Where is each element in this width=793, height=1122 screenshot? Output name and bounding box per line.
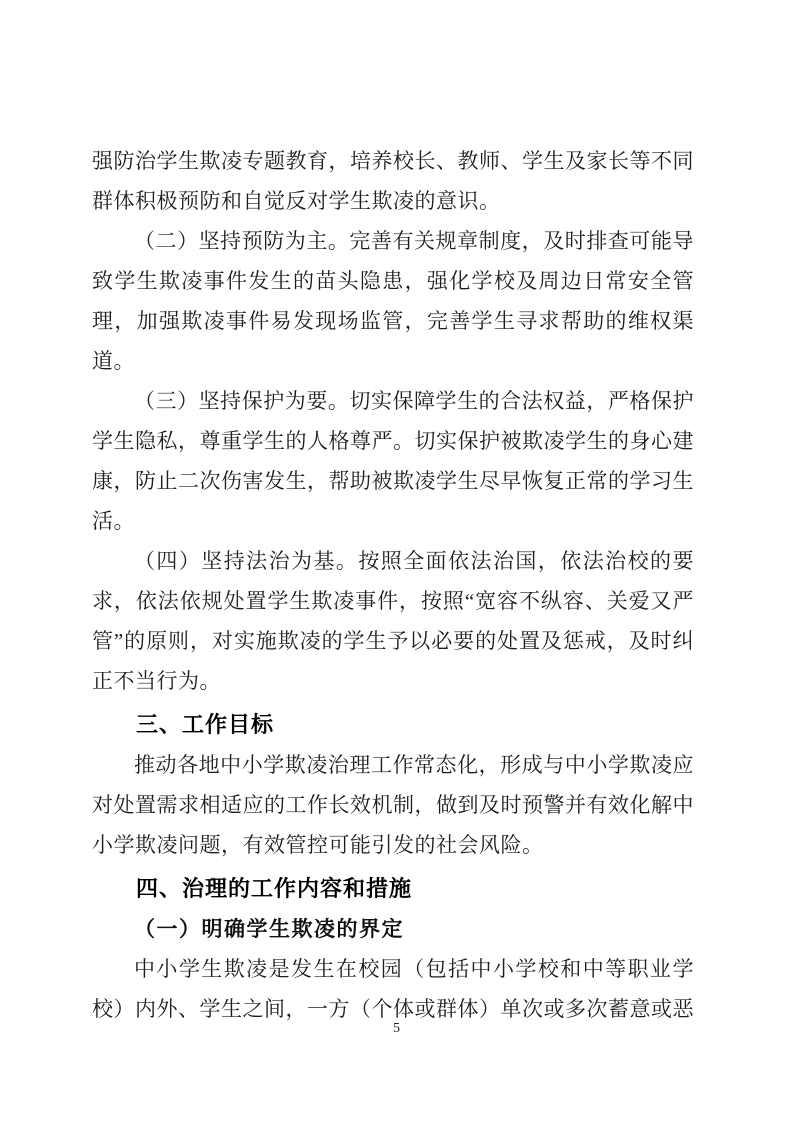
body-paragraph: 中小学生欺凌是发生在校园（包括中小学校和中等职业学校）内外、学生之间，一方（个体或群体）单次或多次蓄意或恶	[92, 957, 694, 1021]
body-paragraph: 推动各地中小学欺凌治理工作常态化，形成与中小学欺凌应对处置需求相适应的工作长效机制，做到及时预警并有效化解中小学欺凌问题，有效管控可能引发的社会风险。	[92, 753, 694, 857]
section-heading-governance-measures: 四、治理的工作内容和措施	[136, 876, 413, 901]
body-paragraph: （二）坚持预防为主。完善有关规章制度，及时排查可能导致学生欺凌事件发生的苗头隐患，强化学校及周边日常安全管理，加强欺凌事件易发现场监管，完善学生寻求帮助的维权渠道。	[92, 229, 694, 373]
body-paragraph: （四）坚持法治为基。按照全面依法治国，依法治校的要求，依法依规处置学生欺凌事件，按照“宽容不纵容、关爱又严管”的原则，对实施欺凌的学生予以必要的处置及惩戒，及时纠正不当行为。	[92, 549, 694, 693]
document-content	[92, 141, 694, 1029]
section-heading-work-goals: 三、工作目标	[136, 712, 275, 737]
page-number: 5	[393, 1021, 400, 1036]
body-paragraph: 强防治学生欺凌专题教育，培养校长、教师、学生及家长等不同群体积极预防和自觉反对学生欺凌的意识。	[92, 149, 694, 213]
subsection-heading-bullying-definition: （一）明确学生欺凌的界定	[134, 917, 404, 941]
body-paragraph: （三）坚持保护为要。切实保障学生的合法权益，严格保护学生隐私，尊重学生的人格尊严。切实保护被欺凌学生的身心建康，防止二次伤害发生，帮助被欺凌学生尽早恢复正常的学习生活。	[92, 389, 694, 533]
